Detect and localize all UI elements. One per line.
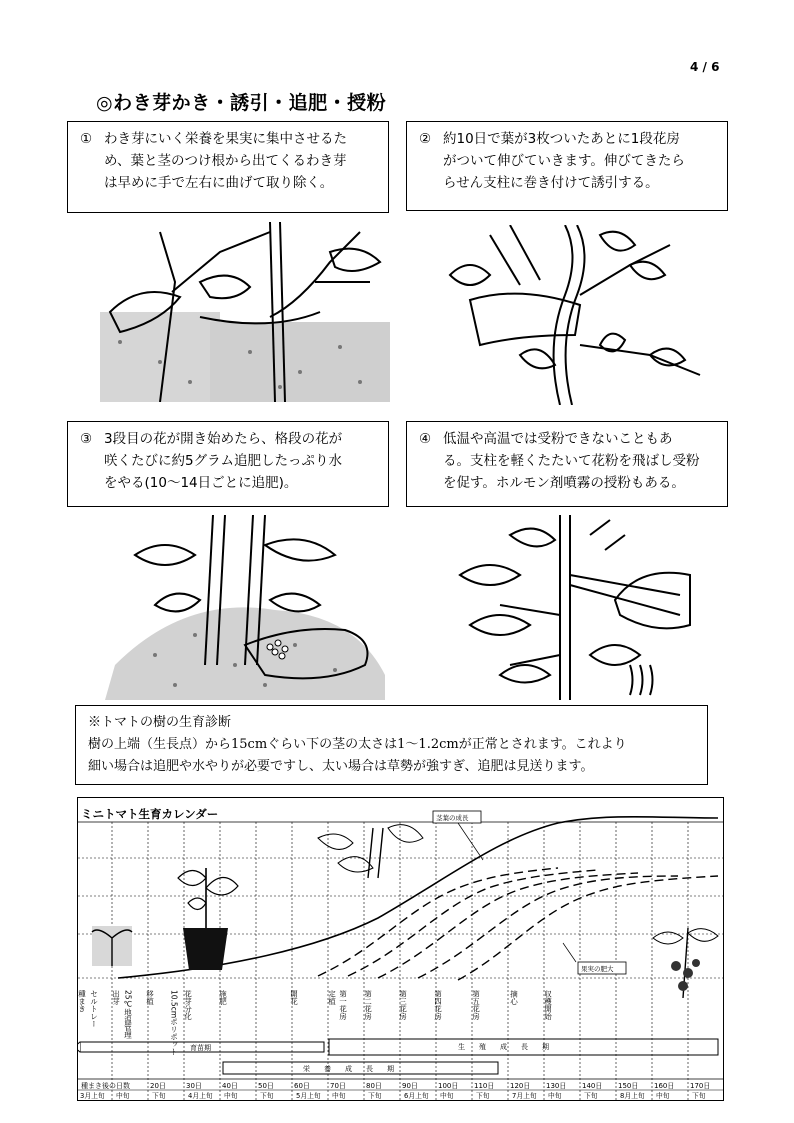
day-tick-label: 100日 bbox=[438, 1082, 459, 1090]
stage-label: 第一花房 bbox=[338, 990, 348, 1020]
month-tick-label: 下旬 bbox=[476, 1092, 490, 1100]
fruit-curve-4 bbox=[418, 876, 678, 978]
growth-diagnosis-box bbox=[75, 705, 708, 785]
step-box-4 bbox=[406, 421, 728, 507]
fruit-growth-label: 果実の肥大 bbox=[581, 965, 614, 973]
stage-label: 収穫開始 bbox=[543, 990, 553, 1020]
day-tick-label: 60日 bbox=[294, 1082, 310, 1090]
step-text-line: がついて伸びていきます。伸びてきたら bbox=[443, 153, 685, 169]
step-box-1 bbox=[67, 121, 389, 213]
fruiting-plant-illustration bbox=[653, 928, 718, 998]
fruit-growth-curves bbox=[318, 868, 718, 980]
stage-label: 第二花房 bbox=[363, 990, 373, 1020]
staking-plant-illustration bbox=[318, 825, 423, 878]
month-tick-label: 7月上旬 bbox=[512, 1092, 537, 1100]
seedling-illustration bbox=[92, 926, 132, 966]
vegetative-period-label: 栄 養 成 長 期 bbox=[303, 1065, 394, 1073]
side-shoot-pruning-illustration bbox=[100, 222, 390, 402]
stage-label: 定植 bbox=[327, 990, 337, 1005]
calendar-title: ミニトマト生育カレンダー bbox=[81, 807, 219, 821]
fertilizing-illustration bbox=[95, 515, 395, 700]
step-text-line: らせん支柱に巻き付けて誘引する。 bbox=[443, 175, 659, 191]
day-tick-label: 70日 bbox=[330, 1082, 346, 1090]
stage-label: 第五花房 bbox=[471, 990, 481, 1020]
diagnosis-line: 細い場合は追肥や水やりが必要ですし、太い場合は草勢が強すぎ、追肥は見送ります。 bbox=[88, 759, 594, 774]
month-tick-label: 下旬 bbox=[260, 1092, 274, 1100]
day-tick-label: 170日 bbox=[690, 1082, 711, 1090]
stage-label: 施肥 bbox=[218, 990, 228, 1005]
stage-label: 花芽分化 bbox=[183, 990, 193, 1020]
stage-label: 10.5cmポリポット bbox=[169, 990, 179, 1056]
step-number: ② bbox=[419, 131, 432, 147]
step-text-line: 約10日で葉が3枚ついたあとに1段花房 bbox=[443, 131, 680, 147]
stage-label: 種まき bbox=[78, 990, 87, 1013]
month-tick-label: 中旬 bbox=[548, 1092, 562, 1100]
months-axis bbox=[80, 1091, 706, 1100]
step-number: ④ bbox=[419, 431, 432, 447]
step-text-line: をやる(10～14日ごとに追肥)。 bbox=[104, 475, 298, 491]
step-number: ① bbox=[80, 131, 93, 147]
stem-growth-label: 茎葉の成長 bbox=[436, 814, 469, 822]
month-tick-label: 下旬 bbox=[692, 1092, 706, 1100]
step-box-3 bbox=[67, 421, 389, 507]
step-number: ③ bbox=[80, 431, 93, 447]
day-tick-label: 90日 bbox=[402, 1082, 418, 1090]
step-box-2 bbox=[406, 121, 728, 211]
month-tick-label: 中旬 bbox=[656, 1092, 670, 1100]
month-tick-label: 中旬 bbox=[440, 1092, 454, 1100]
page-number: 4 / 6 bbox=[690, 60, 720, 74]
diagnosis-title: ※トマトの樹の生育診断 bbox=[88, 715, 232, 730]
day-tick-label: 80日 bbox=[366, 1082, 382, 1090]
day-tick-label: 130日 bbox=[546, 1082, 567, 1090]
step-text-line: わき芽にいく栄養を果実に集中させるた bbox=[104, 131, 347, 147]
days-axis bbox=[150, 1082, 710, 1090]
diagnosis-line: 樹の上端（生長点）から15cmぐらい下の茎の太さは1～1.2cmが正常とされます。これより bbox=[88, 737, 627, 752]
day-tick-label: 150日 bbox=[618, 1082, 639, 1090]
day-tick-label: 50日 bbox=[258, 1082, 274, 1090]
month-tick-label: 6月上旬 bbox=[404, 1092, 429, 1100]
potted-plant-illustration bbox=[178, 868, 238, 970]
step-text-line: は早めに手で左右に曲げて取り除く。 bbox=[104, 175, 334, 191]
stem-label-leader bbox=[458, 823, 483, 860]
month-tick-label: 8月上旬 bbox=[620, 1092, 645, 1100]
step-text-line: 3段目の花が開き始めたら、格段の花が bbox=[104, 431, 343, 447]
day-tick-label: 120日 bbox=[510, 1082, 531, 1090]
stage-label: 第四花房 bbox=[433, 990, 443, 1020]
stage-label: 出芽 bbox=[111, 990, 121, 1005]
growth-calendar-chart bbox=[78, 798, 723, 1100]
fruit-curve-2 bbox=[348, 870, 598, 976]
month-tick-label: 4月上旬 bbox=[188, 1092, 213, 1100]
calendar-grid bbox=[78, 822, 723, 1100]
day-tick-label: 20日 bbox=[150, 1082, 166, 1090]
spiral-support-illustration bbox=[430, 225, 710, 405]
stage-label: 25℃地温管理 bbox=[123, 990, 133, 1039]
step-text-line: め、葉と茎のつけ根から出てくるわき芽 bbox=[104, 153, 347, 169]
step-text-line: 低温や高温では受粉できないこともあ bbox=[443, 431, 673, 447]
month-tick-label: 3月上旬 bbox=[80, 1092, 105, 1100]
fruit-label-leader bbox=[563, 943, 576, 962]
pollination-illustration bbox=[440, 515, 700, 700]
stage-label: セルトレー bbox=[89, 990, 99, 1028]
reproductive-period-label: 生 殖 成 長 期 bbox=[458, 1043, 549, 1051]
day-tick-label: 160日 bbox=[654, 1082, 675, 1090]
month-tick-label: 下旬 bbox=[368, 1092, 382, 1100]
month-tick-label: 下旬 bbox=[584, 1092, 598, 1100]
day-tick-label: 110日 bbox=[474, 1082, 495, 1090]
month-tick-label: 中旬 bbox=[332, 1092, 346, 1100]
day-tick-label: 140日 bbox=[582, 1082, 603, 1090]
step-text-line: る。支柱を軽くたたいて花粉を飛ばし受粉 bbox=[443, 453, 700, 469]
month-tick-label: 中旬 bbox=[116, 1092, 130, 1100]
stage-label: 移植 bbox=[145, 990, 155, 1005]
month-tick-label: 5月上旬 bbox=[296, 1092, 321, 1100]
day-tick-label: 40日 bbox=[222, 1082, 238, 1090]
day-tick-label: 30日 bbox=[186, 1082, 202, 1090]
stage-label: 摘心 bbox=[509, 990, 519, 1005]
month-tick-label: 下旬 bbox=[152, 1092, 166, 1100]
stage-label: 第三花房 bbox=[398, 990, 408, 1020]
step-text-line: を促す。ホルモン剤噴霧の授粉もある。 bbox=[443, 475, 685, 491]
page-title: ◎わき芽かき・誘引・追肥・授粉 bbox=[96, 92, 387, 114]
step-text-line: 咲くたびに約5グラム追肥したっぷり水 bbox=[104, 453, 342, 469]
fruit-curve-1 bbox=[318, 868, 558, 976]
days-axis-label: 種まき後の日数 bbox=[81, 1082, 130, 1090]
month-tick-label: 中旬 bbox=[224, 1092, 238, 1100]
stage-label: 開花 bbox=[289, 990, 299, 1005]
growth-calendar bbox=[77, 797, 724, 1101]
seedling-period-label: 育苗期 bbox=[190, 1044, 211, 1052]
